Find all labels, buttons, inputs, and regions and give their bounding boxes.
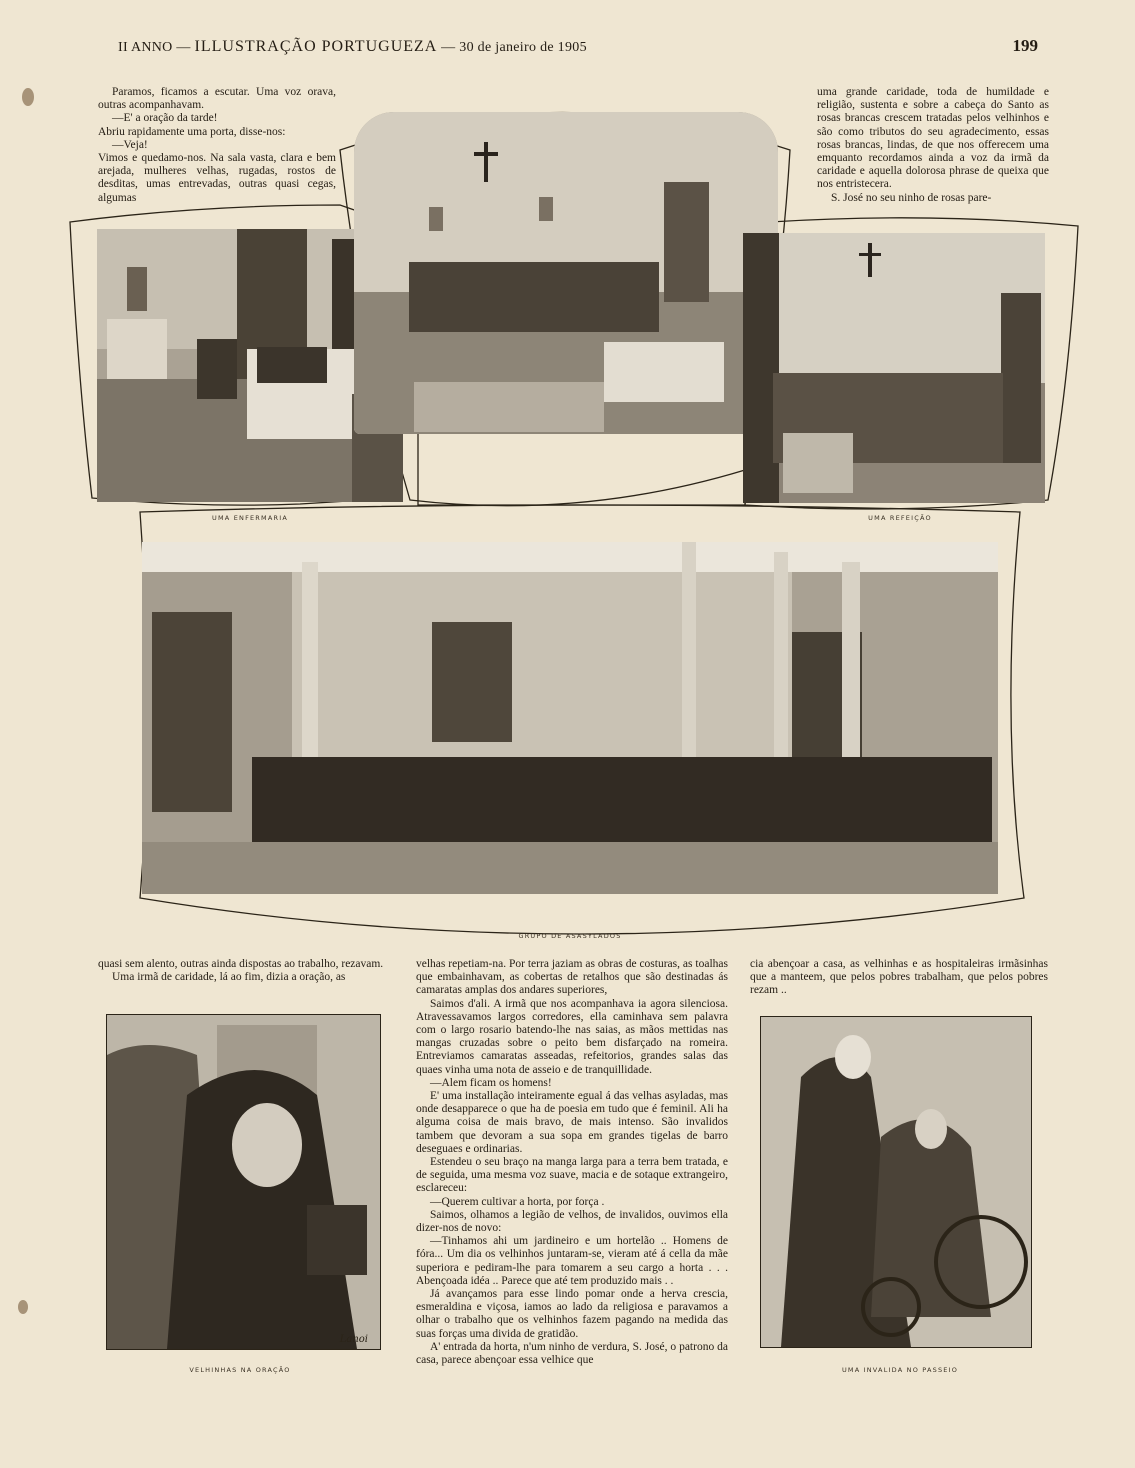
text-column-1 [98,958,395,1000]
header-magazine-title: ILLUSTRAÇÃO PORTUGUEZA [194,38,438,55]
illustration-invalida [760,1016,1032,1348]
text-paragraph: —E' a oração da tarde! [112,112,218,125]
illustration-velhinhas [106,1014,381,1350]
header-sep: — [441,40,456,55]
caption-grupo: GRUPO DE ASASYLADOS [518,932,622,940]
text-column-2 [416,958,728,1378]
text-column-3 [750,958,1048,1000]
text-paragraph: —Veja! [112,138,148,151]
text-paragraph: A' entrada da horta, n'um ninho de verdura, S. José, o patrono da casa, parece abençoar essa velhice que [416,1340,728,1367]
text-paragraph: E' uma installação inteiramente egual á das velhas asyladas, mas onde desapparece o que ha de poesia em tudo que é feminil. Ali ha alguma coisa de mais bravo, de mais intenso. São invalidos tambem que devoram a sua sopa em grandes tigelas de barro deseguaes e ordinarias. [416,1090,728,1155]
text-paragraph: velhas repetiam-na. Por terra jaziam as obras de costuras, as toalhas que embainhavam, as cobertas de retalhos que são destinadas ás camaratas amplas dos andares superiores, [416,958,728,997]
text-paragraph: S. José no seu ninho de rosas pare- [831,191,992,204]
text-paragraph: Uma irmã de caridade, lá ao fim, dizia a oração, as [112,971,346,984]
caption-velhinhas: VELHINHAS NA ORAÇÃO [189,1366,291,1374]
text-paragraph: —Tinhamos ahi um jardineiro e um hortelão .. Homens de fóra... Um dia os velhinhos juntaram-se, vieram até á cella da mãe superiora e pediram-lhe para tomarem a seu cargo a horta . . . Abençoada idéa .. Parece que até tem produzido mais . . [416,1235,728,1287]
text-paragraph: Estendeu o seu braço na manga larga para a terra bem tratada, e de seguida, uma mesma voz suave, macia e de sotaque extrangeiro, esclareceu: [416,1156,728,1195]
ink-stain [22,88,34,106]
text-top-right [817,86,1049,208]
text-top-left [98,86,336,204]
text-paragraph: uma grande caridade, toda de humildade e religião, sustenta e sobre a cabeça do Santo as rosas brancas crescem tratadas pelos velhinhos e são como tributos do seu agradecimento, essas rosas brancas, lindas, de que nos offerecem uma emquanto recordamos ainda a voz da irmã da caridade e aquella dolorosa phrase de queixa que nos entristecera. [817,86,1049,191]
header-sep: — [176,40,191,55]
caption-refeicao: UMA REFEIÇÃO [868,514,932,522]
ink-stain [18,1300,28,1314]
page-header [118,36,1038,60]
page-number: 199 [1012,36,1038,55]
caption-invalida: UMA INVALIDA NO PASSEIO [841,1366,959,1374]
photo-refeicao [743,233,1045,503]
photo-sala [354,112,778,434]
caption-enfermaria: UMA ENFERMARIA [212,514,288,522]
text-paragraph: —Alem ficam os homens! [430,1076,552,1089]
text-paragraph: Saimos d'ali. A irmã que nos acompanhava ia agora silenciosa. Atravessavamos largos corredores, ella caminhava sem palavra com o largo rosario batendo-lhe nas saias, as mãos mettidas nas mangas cruzadas sobre o peito bem disfarçado na romeira. Entreviamos camaratas asseadas, refeitorios, grandes salas das quaes vinha uma nota de asseio e de tranquillidade. [416,997,728,1076]
text-paragraph: —Querem cultivar a horta, por força . [430,1195,605,1208]
header-masthead [118,38,587,56]
text-paragraph: Saimos, olhamos a legião de velhos, de invalidos, ouvimos ella dizer-nos de novo: [416,1208,728,1235]
text-paragraph: Vimos e quedamo-nos. Na sala vasta, clara e bem arejada, mulheres velhas, rugadas, rostos de desditas, umas entrevadas, outras quasi cegas, algumas [98,152,336,204]
illustration-signature: Lanoi [339,1334,368,1345]
header-volume: II ANNO [118,40,173,55]
text-paragraph: quasi sem alento, outras ainda dispostas ao trabalho, rezavam. [98,958,384,970]
text-paragraph: Abriu rapidamente uma porta, disse-nos: [98,125,286,138]
text-paragraph: Já avançamos para esse lindo pomar onde a herva crescia, esmeraldina e viçosa, iamos ao lado da religiosa e paravamos a olhar o trabalho que os velhinhos fazem pagando na medida das suas forças uma divida de gratidão. [416,1288,728,1340]
header-date: 30 de janeiro de 1905 [459,40,587,55]
text-paragraph: Paramos, ficamos a escutar. Uma voz orava, outras acompanhavam. [98,86,336,112]
text-paragraph: cia abençoar a casa, as velhinhas e as hospitaleiras irmãsinhas que a manteem, que pelos pobres trabalham, que pelos pobres rezam .. [750,958,1048,997]
photo-grupo-asylados [142,542,998,894]
